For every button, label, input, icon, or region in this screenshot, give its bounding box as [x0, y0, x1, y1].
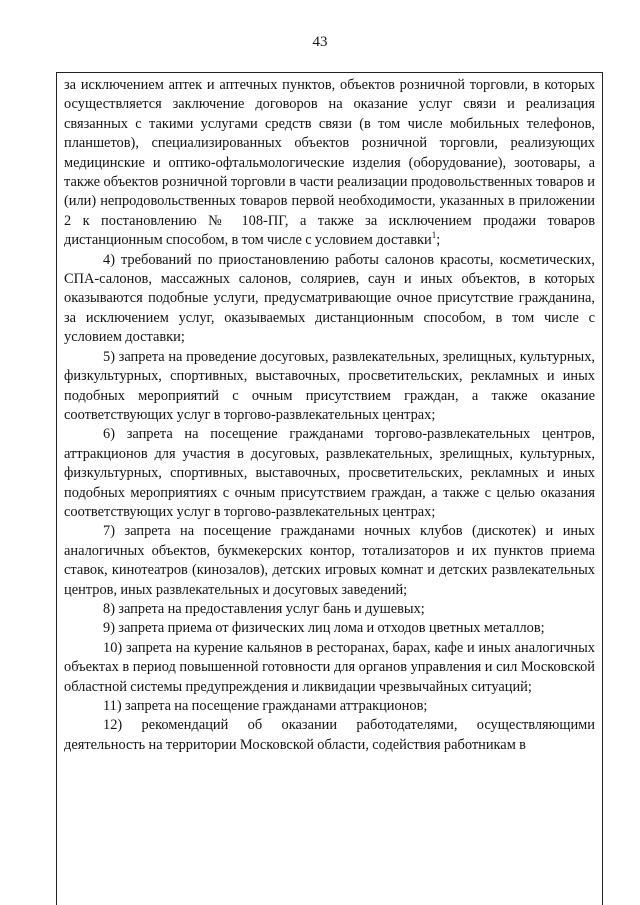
paragraph-item-11: 11) запрета на посещение гражданами аттракционов; — [103, 698, 428, 714]
paragraph-item-12: 12) рекомендаций об оказании работодателями, осуществляющими деятельность на территории Московской области, содействия работникам в — [64, 717, 595, 753]
paragraph-item-6: 6) запрета на посещение гражданами торгово-развлекательных центров, аттракционов для участия в досуговых, развлекательных, зрелищных, культурных, физкультурных, спортивных, выставочных, просветительских, рекламных и иных подобных мероприятиях с очным присутствием граждан, а также с целью оказания соответствующих услуг в торгово-развлекательных центрах; — [64, 426, 595, 520]
paragraph-item-4: 4) требований по приостановлению работы салонов красоты, косметических, СПА-салонов, массажных салонов, соляриев, саун и иных объектов, в которых оказываются подобные услуги, предусматривающие очное присутствие гражданина, за исключением услуг, оказываемых дистанционным способом, в том числе с условием доставки; — [64, 251, 595, 346]
paragraph-text: за исключением аптек и аптечных пунктов, объектов розничной торговли, в которых осуществляется заключение договоров на оказание услуг связи и реализация связанных с такими услугами средств связи (в том числе мобильных телефонов, планшетов), специализированных объектов розничной торговли, реализующих медицинские и оптико-офтальмологические изделия (оборудование), зоотовары, а также объектов розничной торговли в части реализации продовольственных товаров и (или) непродовольственных товаров первой необходимости, указанных в приложении 2 к постановлению № 108-ПГ, а также за исключением продажи товаров дистанционным способом, в том числе с условием доставки — [64, 77, 595, 249]
paragraph-item-10: 10) запрета на курение кальянов в ресторанах, барах, кафе и иных аналогичных объектах в период повышенной готовности для органов управления и сил Московской областной системы предупреждения и ликвидации чрезвычайных ситуаций; — [64, 639, 595, 695]
paragraph-item-8: 8) запрета на предоставления услуг бань и душевых; — [103, 600, 425, 617]
page-number: 43 — [312, 34, 328, 50]
paragraph-item-9: 9) запрета приема от физических лиц лома и отходов цветных металлов; — [103, 620, 545, 637]
paragraph-item-5: 5) запрета на проведение досуговых, развлекательных, зрелищных, культурных, физкультурных, спортивных, выставочных, просветительских, рекламных и иных подобных мероприятий с очным присутствием граждан, а также оказание соответствующих услуг в торгово-развлекательных центрах; — [64, 348, 595, 423]
paragraph-tail: ; — [436, 232, 441, 249]
paragraph-continuation — [64, 76, 595, 251]
text-frame — [56, 72, 603, 905]
footnote-reference: 1 — [431, 230, 437, 241]
paragraph-item-7: 7) запрета на посещение гражданами ночных клубов (дискотек) и иных аналогичных объектов, букмекерских контор, тотализаторов и их пунктов приема ставок, кинотеатров (кинозалов), детских игровых комнат и детских развлекательных центров, иных развлекательных и досуговых заведений; — [64, 523, 595, 598]
